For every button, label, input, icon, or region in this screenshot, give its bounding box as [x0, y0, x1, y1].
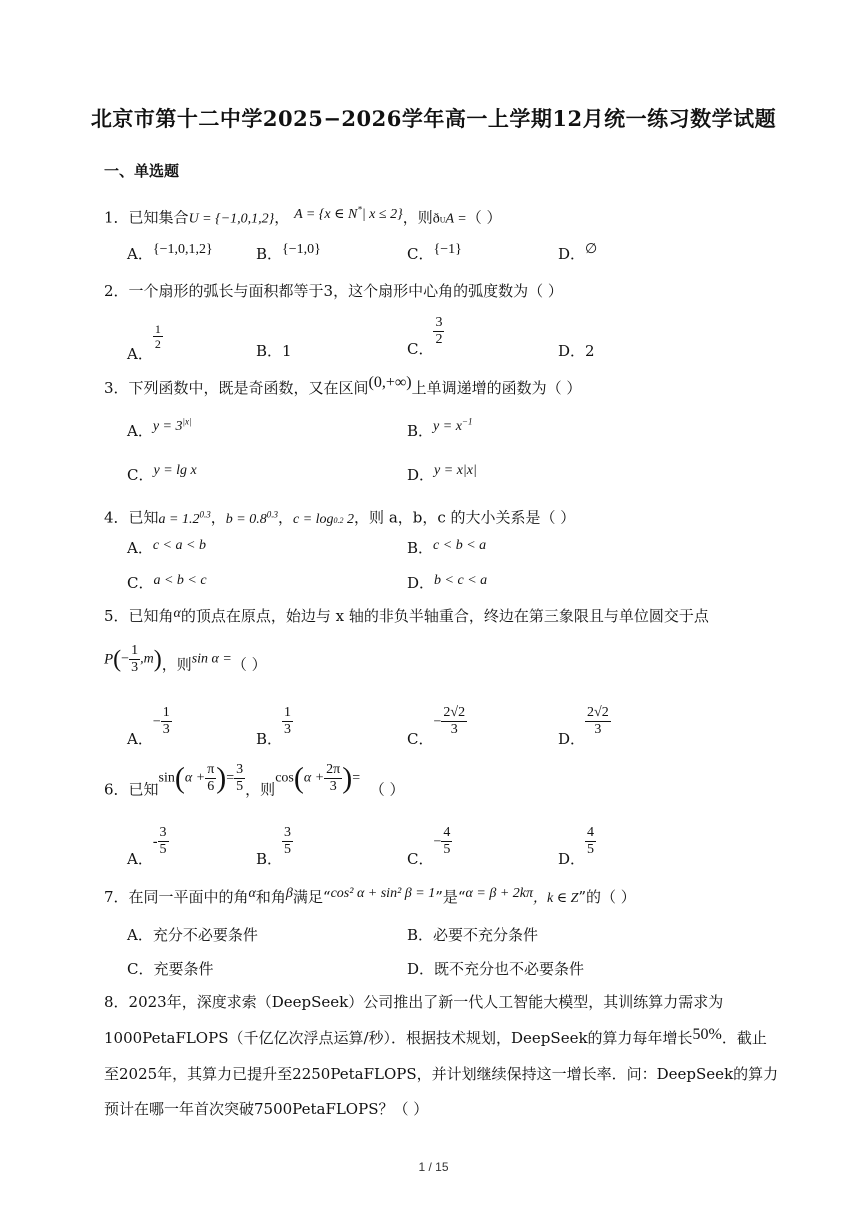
question-1	[104, 203, 502, 232]
q5-option-c-fraction	[441, 705, 467, 738]
q4-text-pre: 4．已知	[104, 508, 159, 527]
q4-option-d	[407, 572, 487, 593]
q6-cos: cos	[275, 770, 294, 786]
q6-option-a	[127, 825, 169, 868]
q5-option-c	[407, 705, 467, 748]
q7-condition-1: cos² α + sin² β = 1	[330, 886, 436, 901]
question-5-line-1	[104, 605, 709, 629]
q1-option-c	[407, 243, 462, 264]
q6-paren-2-open: (	[293, 761, 304, 795]
q6-blank: （ ）	[369, 780, 405, 799]
document-title: 北京市第十二中学2025−2026学年高一上学期12月统一练习数学试题	[90, 106, 777, 131]
q3-option-c-label: C．	[127, 466, 154, 484]
q1-comma: ，	[274, 208, 290, 227]
question-6	[104, 762, 404, 801]
q1-option-b-value: {−1,0}	[282, 242, 321, 257]
q6-fraction-35	[234, 762, 245, 795]
q2-option-a-fraction	[153, 322, 163, 351]
q1-complement-sub: U	[439, 215, 446, 225]
q7-beta: β	[285, 886, 293, 901]
q4-option-c	[127, 572, 207, 593]
q5-option-b-num: 1	[284, 705, 292, 720]
q6-option-a-sign: -	[152, 834, 158, 850]
q5-option-c-num: 2√2	[443, 705, 466, 720]
q5-point-num: 1	[131, 643, 139, 658]
q4-sep2: ，	[277, 508, 293, 527]
q6-option-a-fraction	[158, 825, 169, 858]
q5-option-d	[558, 705, 611, 748]
q5-text-post: 的顶点在原点，始边与 x 轴的非负半轴重合，终边在第三象限且与单位圆交于点	[180, 607, 709, 625]
q6-equals-2: =	[352, 770, 361, 786]
q4-text-post: ，则 a，b，c 的大小关系是（ ）	[354, 508, 576, 527]
q7-option-c	[127, 958, 214, 979]
q6-option-b	[256, 825, 293, 868]
q6-equals-1: =	[226, 770, 235, 786]
q4-option-b	[407, 537, 486, 558]
q7-quote-open: 满足“	[292, 888, 331, 906]
q1-option-a-label: A．	[127, 245, 153, 263]
q5-option-a-den: 3	[162, 722, 170, 737]
q5-option-b-label: B．	[256, 729, 283, 748]
q5-option-d-label: D．	[558, 729, 586, 748]
q1-option-a	[127, 243, 213, 264]
q3-text-pre: 3．下列函数中，既是奇函数，又在区间	[104, 379, 369, 397]
q3-option-b-value	[433, 416, 473, 434]
q6-fraction-pi6	[205, 762, 216, 795]
q1-set-a-head: A = {x ∈ N	[294, 206, 358, 222]
q3-option-a-value	[152, 416, 192, 434]
q6-alpha-1: α +	[184, 770, 206, 786]
q4-a	[158, 509, 211, 527]
q5-option-a-sign: −	[152, 714, 161, 730]
q3-text-post: 上单调递增的函数为（ ）	[411, 379, 582, 397]
q6-then: ，则	[245, 780, 276, 799]
q5-option-c-label: C．	[407, 729, 434, 748]
question-4	[104, 503, 575, 532]
q2-option-b-label: B．	[256, 342, 283, 360]
q2-option-c	[407, 315, 444, 358]
q6-option-c-label: C．	[407, 849, 434, 868]
q5-option-a-label: A．	[127, 729, 153, 748]
question-3	[104, 374, 582, 400]
q1-option-d-label: D．	[558, 245, 586, 263]
q5-option-d-num: 2√2	[587, 705, 609, 720]
q1-option-b-label: B．	[256, 245, 283, 263]
q1-option-a-value: {−1,0,1,2}	[152, 242, 213, 257]
q5-option-b-fraction	[282, 705, 293, 738]
q7-option-b-label: B．	[407, 926, 434, 944]
q3-option-c	[127, 464, 197, 485]
q3-option-b-sup: −1	[461, 416, 473, 427]
q2-option-d-label: D．	[558, 342, 586, 360]
q6-option-c-den: 5	[443, 842, 451, 857]
q2-option-b	[256, 340, 292, 361]
q5-alpha: α	[173, 606, 181, 621]
q7-k-in-z: ，k ∈ Z	[533, 891, 579, 906]
q6-option-b-label: B．	[256, 849, 283, 868]
q3-option-b-base: y = x	[433, 419, 462, 434]
q4-option-a	[127, 537, 206, 558]
q4-b	[225, 509, 278, 527]
q4-a-base: a = 1.2	[158, 511, 200, 527]
q1-set-a-rest: | x ≤ 2}	[361, 206, 403, 222]
q5-paren-open: (	[113, 646, 122, 673]
q7-condition-2: α = β + 2kπ	[465, 886, 533, 901]
q7-and: 和角	[255, 888, 286, 906]
q4-sep1: ，	[210, 508, 226, 527]
q7-option-d-value: 既不充分也不必要条件	[434, 960, 585, 978]
q6-2pi3-num: 2π	[326, 762, 341, 777]
q5-point-den: 3	[131, 660, 139, 675]
q3-option-a-sup: |x|	[182, 416, 192, 427]
q5-point-minus: −	[121, 651, 130, 667]
q3-option-c-value: y = lg x	[153, 463, 197, 478]
q6-option-d-den: 5	[587, 842, 595, 857]
q6-option-b-fraction	[282, 825, 293, 858]
q5-point-m: ,m	[140, 651, 154, 667]
q3-option-d-label: D．	[407, 466, 435, 484]
q7-is: ”是“	[435, 888, 466, 906]
q4-c-sub: 0.2	[333, 515, 344, 525]
q8-line-2-text: 1000PetaFLOPS（千亿亿次浮点运算/秒）．根据技术规划，DeepSeek的算力每年增长	[104, 1029, 693, 1047]
q1-number: 1．	[104, 208, 129, 227]
q1-option-d-value: ∅	[585, 242, 598, 257]
q6-35-den: 5	[236, 779, 244, 794]
q4-option-b-value: c < b < a	[433, 538, 487, 553]
q1-text: 已知集合	[128, 208, 189, 227]
q4-c-arg: 2	[343, 511, 355, 527]
q6-alpha-2: α +	[303, 770, 325, 786]
q7-option-c-label: C．	[127, 960, 154, 978]
q5-option-c-sign: −	[433, 714, 442, 730]
q4-option-a-value: c < a < b	[152, 538, 206, 553]
q1-option-c-label: C．	[407, 245, 434, 263]
q5-option-a	[127, 705, 172, 748]
q2-option-b-value: 1	[282, 342, 292, 360]
q5-option-b-den: 3	[284, 722, 292, 737]
q7-option-a-label: A．	[127, 926, 153, 944]
q6-option-b-den: 5	[284, 842, 292, 857]
q5-option-d-den: 3	[585, 721, 611, 738]
q6-option-d-fraction	[585, 825, 596, 858]
q3-interval: (0,+∞)	[368, 374, 412, 391]
q7-option-d	[407, 958, 584, 979]
q2-option-a-den: 2	[154, 337, 161, 351]
q4-b-sup: 0.3	[266, 509, 278, 519]
q7-text-post: ”的（ ）	[578, 888, 636, 906]
q2-option-c-label: C．	[407, 339, 434, 358]
q4-c	[293, 512, 354, 527]
q4-option-c-label: C．	[127, 574, 154, 592]
q6-option-a-num: 3	[159, 825, 167, 840]
question-8-line-1: 8．2023年，深度求索（DeepSeek）公司推出了新一代人工智能大模型，其训练算力需求为	[104, 993, 724, 1011]
q1-complement: ð	[432, 211, 440, 227]
q6-2pi3-den: 3	[324, 778, 342, 795]
q7-option-d-label: D．	[407, 960, 435, 978]
q6-pi6-den: 6	[205, 778, 216, 795]
q2-option-c-fraction	[433, 315, 444, 348]
q5-paren-close: )	[153, 646, 162, 673]
q3-option-b	[407, 416, 473, 441]
q6-option-d-num: 4	[587, 825, 595, 840]
q1-option-b	[256, 243, 321, 264]
q2-option-d	[558, 340, 595, 361]
q6-option-b-num: 3	[284, 825, 292, 840]
q6-option-c	[407, 825, 452, 868]
q2-option-c-num: 3	[435, 315, 443, 330]
q2-option-c-den: 2	[435, 332, 443, 347]
q4-b-base: b = 0.8	[225, 511, 267, 527]
q5-sin: sin α =	[191, 651, 232, 667]
q6-option-c-fraction	[441, 825, 452, 858]
q5-option-c-den: 3	[441, 721, 467, 738]
q8-growth-rate: 50%	[692, 1026, 722, 1043]
q8-line-2-end: ．截止	[721, 1029, 767, 1047]
q1-set-a-sup: *	[357, 204, 362, 214]
q3-option-a	[127, 416, 192, 441]
q2-option-a-num: 1	[154, 322, 161, 336]
q4-option-b-label: B．	[407, 539, 434, 557]
q5-option-d-fraction	[585, 705, 611, 738]
q7-option-a	[127, 924, 258, 945]
q6-option-a-den: 5	[159, 842, 167, 857]
q6-paren-2-close: )	[342, 761, 353, 795]
q4-c-base: c = log	[292, 511, 334, 527]
q6-35-num: 3	[236, 762, 244, 777]
q3-option-a-label: A．	[127, 422, 153, 440]
q2-option-a	[127, 322, 163, 363]
q7-option-b	[407, 924, 538, 945]
q6-paren-1-open: (	[174, 761, 185, 795]
question-5-line-2	[104, 643, 267, 676]
q5-text-pre: 5．已知角	[104, 607, 174, 625]
q5-option-a-num: 1	[162, 705, 170, 720]
q3-option-b-label: B．	[407, 422, 434, 440]
q6-option-c-sign: −	[433, 834, 442, 850]
q6-pi6-num: π	[207, 762, 215, 777]
q3-option-a-base: y = 3	[152, 419, 183, 434]
q5-point-fraction	[129, 643, 140, 676]
q2-option-a-label: A．	[127, 344, 153, 363]
q6-sin: sin	[158, 770, 175, 786]
page-number: 1 / 15	[418, 1160, 449, 1174]
question-8-line-3: 至2025年，其算力已提升至2250PetaFLOPS，并计划继续保持这一增长率．问：DeepSeek的算力	[104, 1065, 779, 1083]
q6-option-d	[558, 825, 596, 868]
q5-option-b	[256, 705, 293, 748]
q6-fraction-2pi3	[324, 762, 342, 795]
q5-point-p: P	[104, 651, 114, 668]
q7-alpha: α	[248, 886, 256, 901]
q7-text-pre: 7．在同一平面中的角	[104, 888, 249, 906]
q3-option-d-value: y = x|x|	[434, 463, 477, 478]
q1-set-u: U = {−1,0,1,2}	[188, 211, 275, 227]
q3-option-d	[407, 464, 477, 485]
question-7	[104, 886, 636, 910]
q4-option-a-label: A．	[127, 539, 153, 557]
q6-option-d-label: D．	[558, 849, 586, 868]
q6-option-a-label: A．	[127, 849, 153, 868]
q1-option-c-value: {−1}	[433, 242, 462, 257]
q2-option-d-value: 2	[585, 342, 595, 360]
q4-option-d-value: b < c < a	[434, 573, 488, 588]
q4-option-c-value: a < b < c	[153, 573, 207, 588]
q5-option-a-fraction	[161, 705, 172, 738]
q6-option-c-num: 4	[443, 825, 451, 840]
q7-option-a-value: 充分不必要条件	[152, 926, 258, 944]
q1-option-d	[558, 243, 597, 264]
q1-then: ，则	[402, 208, 433, 227]
question-8-line-2	[104, 1027, 767, 1050]
q1-set-a	[294, 204, 403, 222]
q6-paren-1-close: )	[216, 761, 227, 795]
q1-complement-a: A =	[445, 211, 467, 227]
q7-option-b-value: 必要不充分条件	[433, 926, 539, 944]
q6-text-pre: 6．已知	[104, 780, 159, 799]
q7-option-c-value: 充要条件	[153, 960, 214, 978]
question-2: 2．一个扇形的弧长与面积都等于3，这个扇形中心角的弧度数为（ ）	[104, 282, 563, 300]
question-8-line-4: 预计在哪一年首次突破7500PetaFLOPS？（ ）	[104, 1100, 429, 1118]
q1-blank: （ ）	[466, 208, 502, 227]
q4-option-d-label: D．	[407, 574, 435, 592]
q4-a-sup: 0.3	[199, 509, 211, 519]
section-heading: 一、单选题	[104, 162, 180, 180]
q5-then: ，则	[161, 655, 192, 674]
q5-blank: （ ）	[231, 655, 267, 674]
